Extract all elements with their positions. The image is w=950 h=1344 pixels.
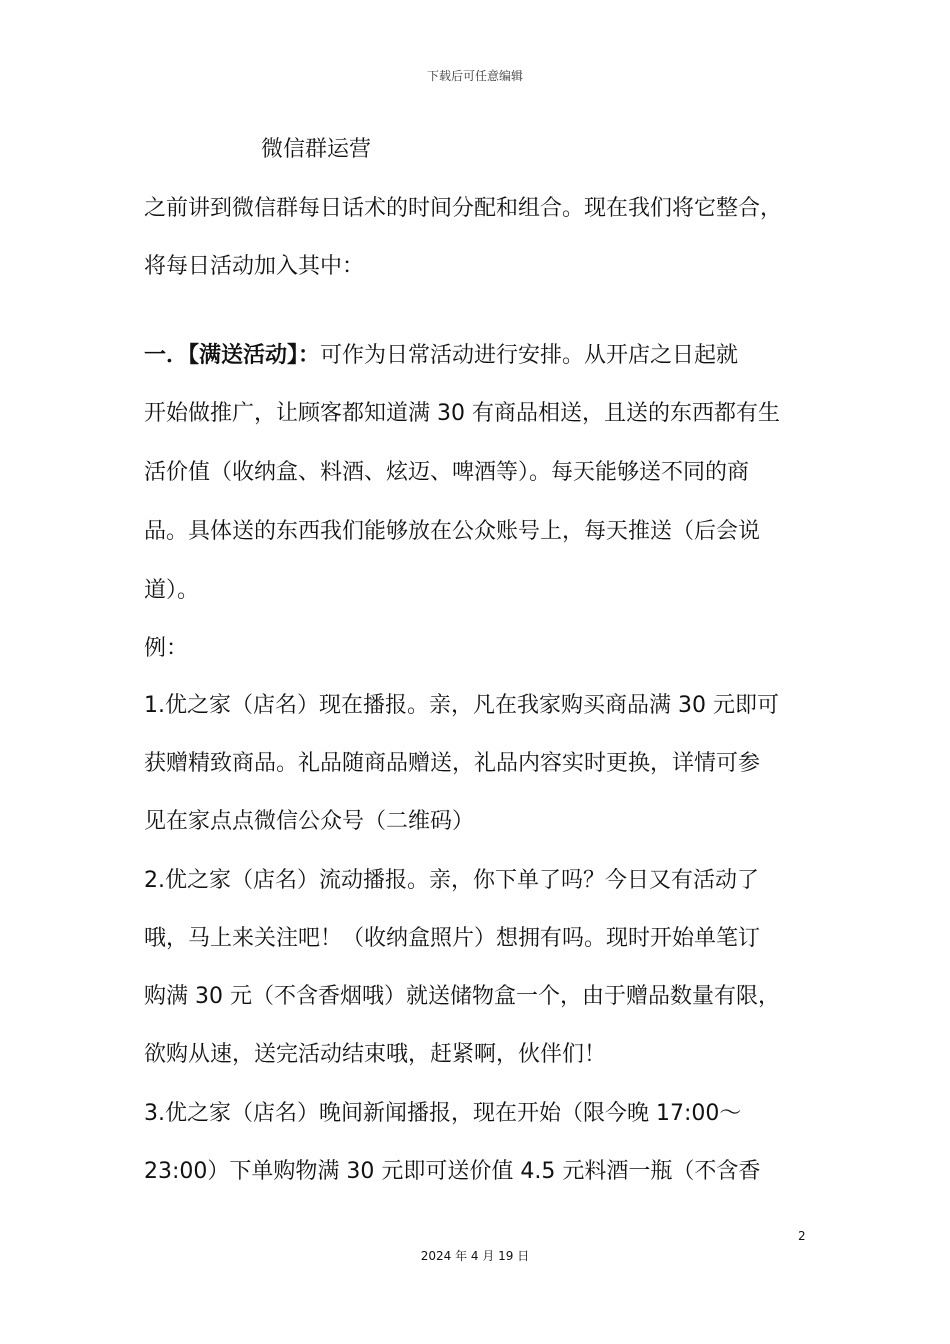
section-1-line: 道）。 xyxy=(144,578,200,603)
example-2 xyxy=(144,852,780,1084)
section-1-first-line xyxy=(144,327,780,385)
section-1-line: 活价值（收纳盒、料酒、炫迈、啤酒等）。每天能够送不同的商 xyxy=(144,460,750,485)
section-1-line: 品。具体送的东西我们能够放在公众账号上，每天推送（后会说 xyxy=(144,519,761,544)
example-line: 获赠精致商品。礼品随商品赠送，礼品内容实时更换，详情可参 xyxy=(144,751,761,776)
header-note: 下载后可任意编辑 xyxy=(426,69,523,83)
example-3 xyxy=(144,1085,760,1201)
example-label: 例： xyxy=(144,636,189,661)
example-line: 3.优之家（店名）晚间新闻播报，现在开始（限今晚 17:00～ xyxy=(144,1101,742,1126)
intro-paragraph xyxy=(144,180,782,296)
intro-line: 之前讲到微信群每日话术的时间分配和组合。现在我们将它整合， xyxy=(144,196,783,221)
section-1-line: 开始做推广，让顾客都知道满 30 有商品相送，且送的东西都有生 xyxy=(144,401,780,426)
example-line: 欲购从速，送完活动结束哦，赶紧啊，伙伴们！ xyxy=(144,1042,607,1067)
example-line: 2.优之家（店名）流动播报。亲，你下单了吗？今日又有活动了 xyxy=(144,868,759,893)
section-1-paragraph xyxy=(144,327,780,621)
intro-line: 将每日活动加入其中： xyxy=(144,254,365,279)
section-1-heading: 一．【满送活动】： xyxy=(144,343,321,368)
example-line: 哦，马上来关注吧！（收纳盒照片）想拥有吗。现时开始单笔订 xyxy=(144,926,761,951)
example-line: 见在家点点微信公众号（二维码） xyxy=(144,809,475,834)
document-title: 微信群运营 xyxy=(261,137,372,162)
page-number: 2 xyxy=(798,1229,806,1243)
example-line: 23:00）下单购物满 30 元即可送价值 4.5 元料酒一瓶（不含香 xyxy=(144,1159,761,1184)
footer-date: 2024 年 4 月 19 日 xyxy=(420,1249,530,1263)
example-line: 1.优之家（店名）现在播报。亲，凡在我家购买商品满 30 元即可 xyxy=(144,693,779,718)
section-1-text: 可作为日常活动进行安排。从开店之日起就 xyxy=(320,343,739,368)
example-line: 购满 30 元（不含香烟哦）就送储物盒一个，由于赠品数量有限， xyxy=(144,984,780,1009)
example-1 xyxy=(144,677,779,851)
